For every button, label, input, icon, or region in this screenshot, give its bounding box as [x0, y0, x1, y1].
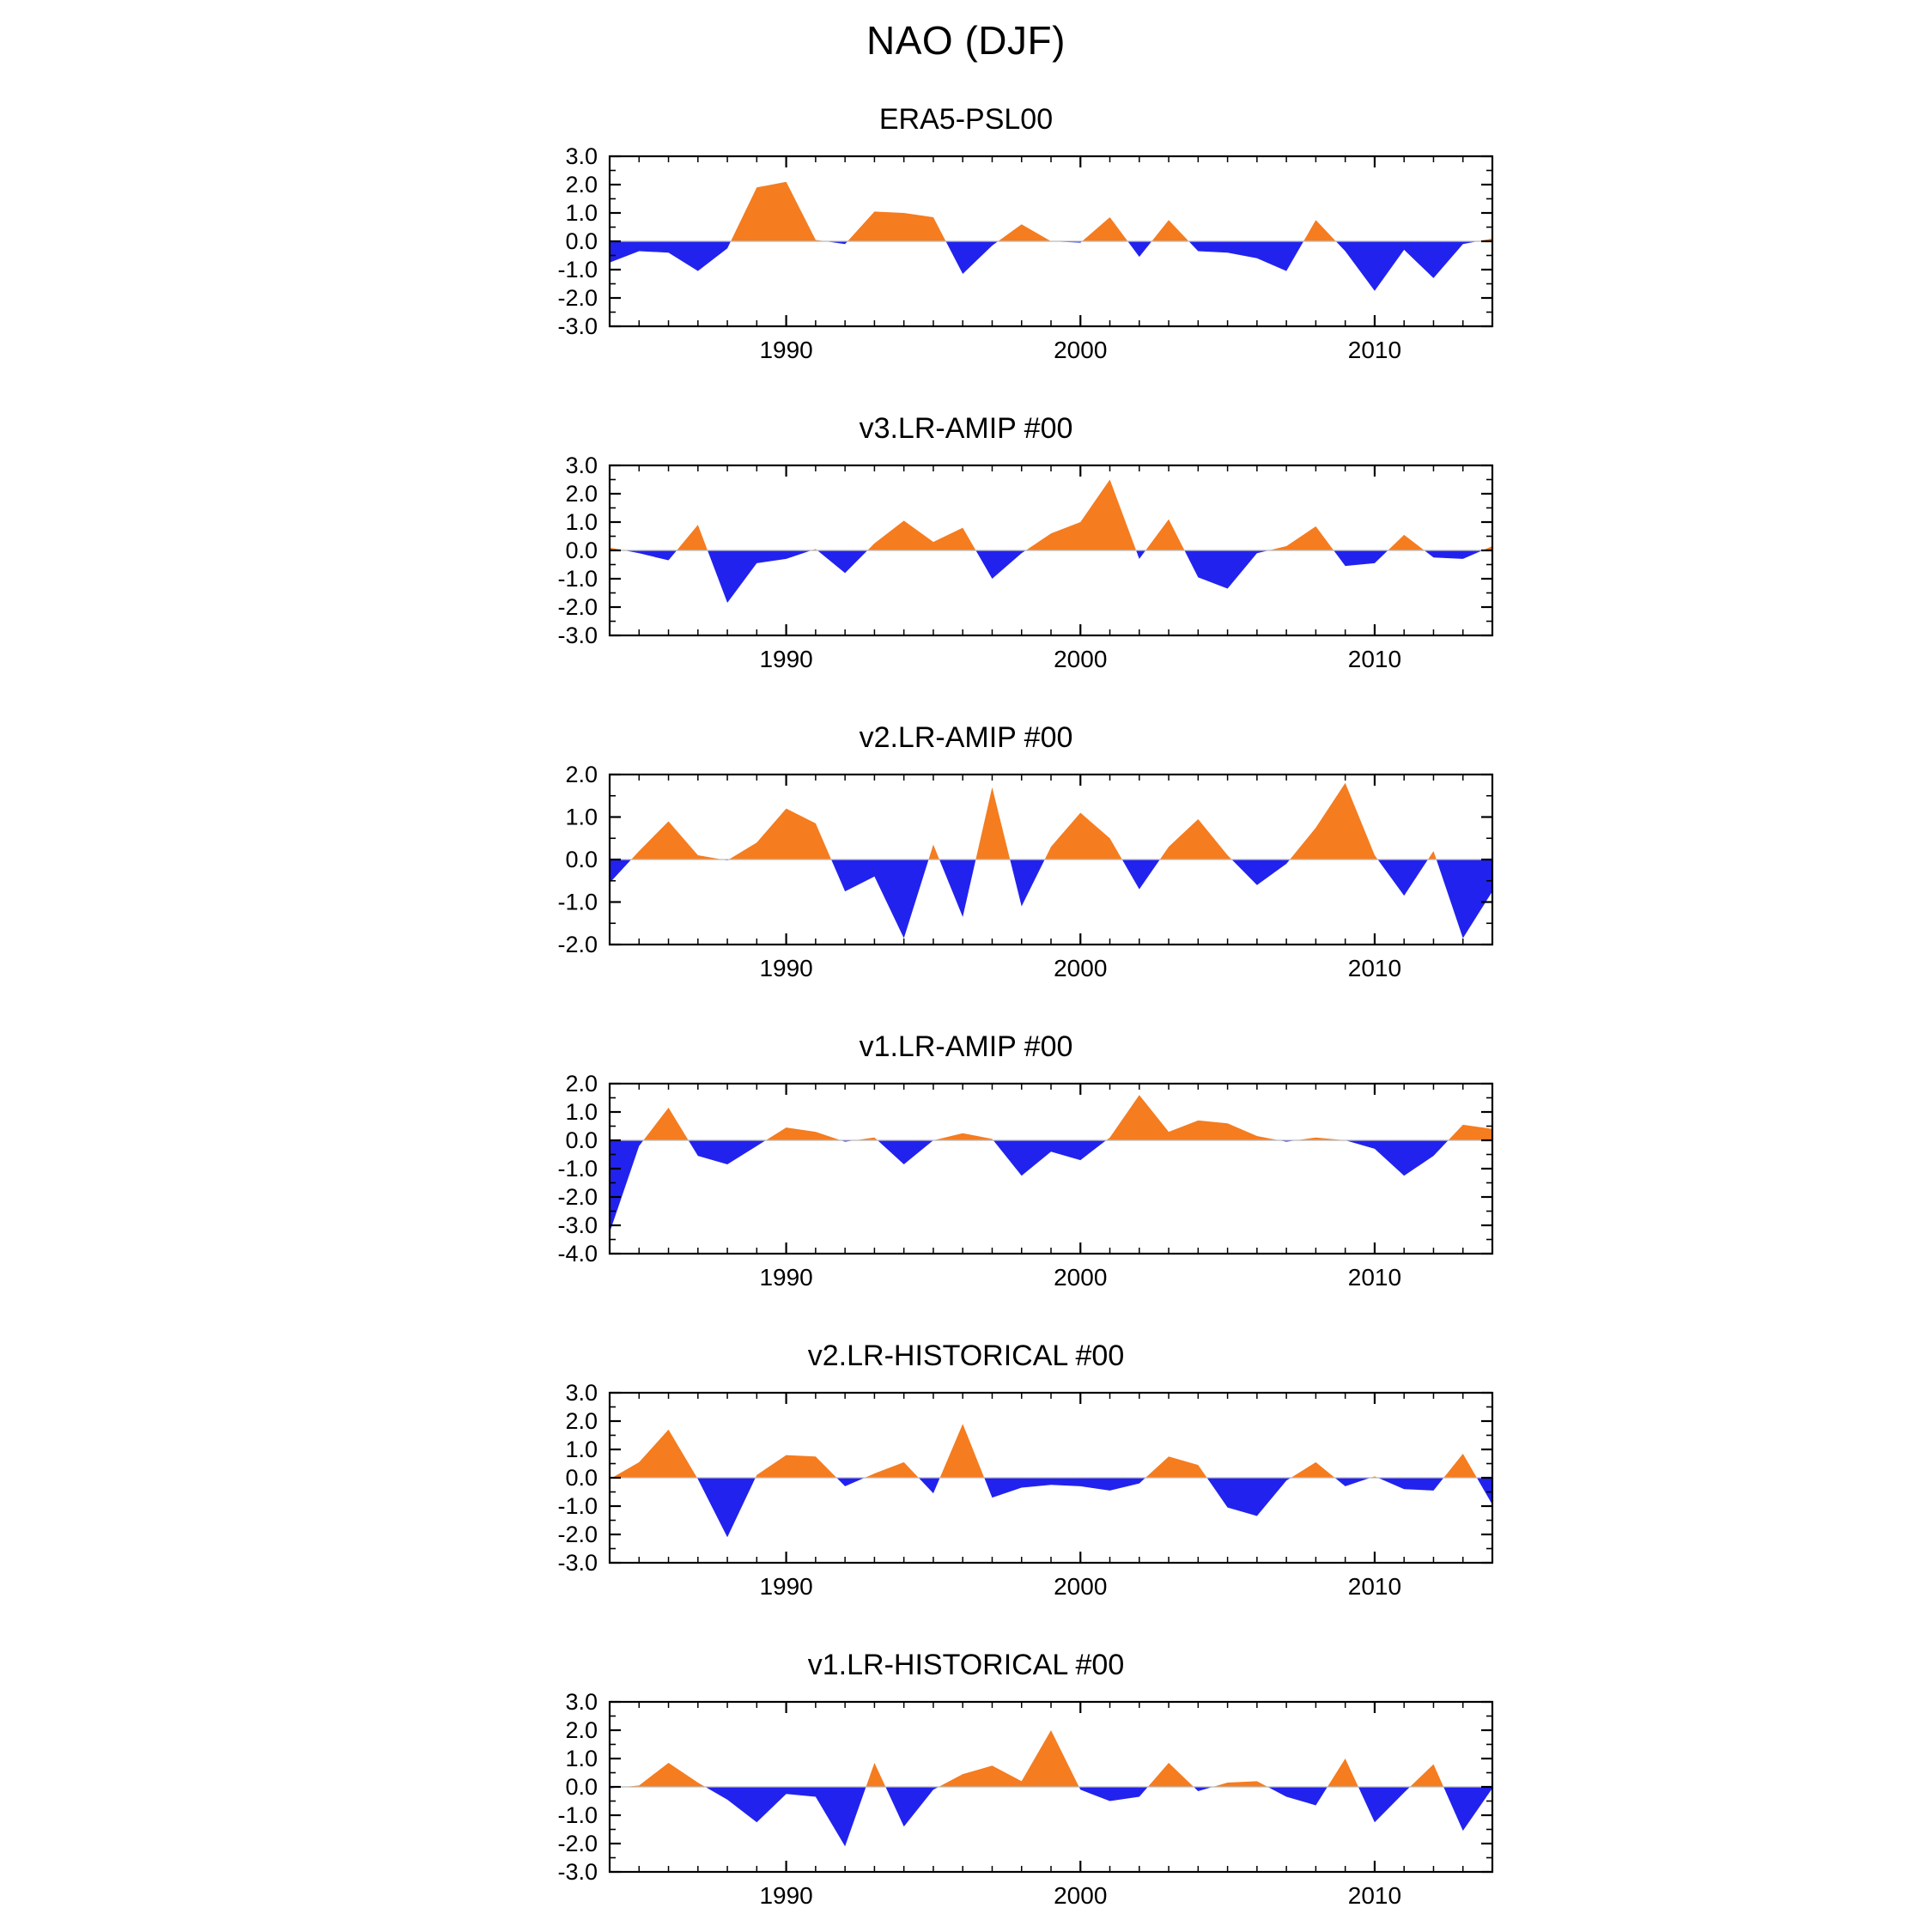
y-tick-label: -3.0	[557, 1550, 598, 1576]
y-tick-label: 2.0	[565, 1717, 598, 1743]
positive-area	[1327, 1759, 1358, 1787]
negative-area	[1443, 1787, 1492, 1831]
x-tick-label: 2000	[1054, 955, 1108, 977]
negative-area	[610, 860, 631, 883]
negative-area	[1358, 1787, 1410, 1822]
positive-area	[1410, 1765, 1443, 1787]
positive-area	[866, 1763, 886, 1787]
negative-area	[1346, 1140, 1449, 1176]
positive-area	[1212, 1781, 1267, 1787]
y-tick-label: -1.0	[557, 257, 598, 283]
y-tick-label: 3.0	[565, 1690, 598, 1715]
negative-area	[1136, 550, 1145, 559]
x-tick-label: 1990	[759, 646, 813, 668]
positive-area	[998, 224, 1051, 241]
y-tick-label: -1.0	[557, 566, 598, 592]
y-tick-label: -3.0	[557, 313, 598, 339]
x-tick-label: 1990	[759, 337, 813, 359]
x-tick-label: 1990	[759, 1264, 813, 1286]
positive-area	[677, 525, 708, 550]
plot-frame	[610, 1084, 1492, 1254]
y-tick-label: 1.0	[565, 1099, 598, 1125]
positive-area	[848, 211, 945, 241]
negative-area	[1378, 860, 1428, 896]
negative-area	[984, 1478, 1145, 1498]
negative-area	[1267, 1787, 1327, 1805]
negative-area	[1188, 241, 1303, 271]
y-tick-label: 1.0	[565, 804, 598, 830]
y-tick-label: -2.0	[557, 594, 598, 620]
positive-area	[975, 787, 1010, 860]
negative-area	[689, 1140, 766, 1164]
negative-area	[1122, 860, 1160, 890]
y-tick-label: -2.0	[557, 932, 598, 957]
chart-svg	[532, 1690, 1501, 1905]
negative-area	[1425, 550, 1483, 559]
positive-area	[939, 1730, 1078, 1787]
negative-area	[1010, 860, 1044, 906]
negative-area	[1079, 1787, 1148, 1801]
positive-area	[1269, 526, 1334, 550]
y-tick-label: 0.0	[565, 228, 598, 254]
panel-title: v1.LR-HISTORICAL #00	[807, 1649, 1125, 1681]
negative-area	[1378, 1478, 1444, 1491]
x-tick-label: 1990	[759, 1882, 813, 1905]
y-tick-label: -1.0	[557, 1156, 598, 1182]
y-tick-label: 3.0	[565, 1381, 598, 1406]
negative-area	[1127, 241, 1151, 257]
y-tick-label: 1.0	[565, 1746, 598, 1771]
positive-area	[612, 1430, 697, 1478]
y-tick-label: 0.0	[565, 538, 598, 563]
y-tick-label: 2.0	[565, 172, 598, 197]
negative-area	[831, 860, 928, 939]
negative-area	[836, 1478, 865, 1486]
chart-svg	[532, 762, 1501, 977]
panel-title: v2.LR-AMIP #00	[859, 721, 1073, 754]
negative-area	[1184, 550, 1268, 589]
x-tick-label: 2010	[1347, 1573, 1402, 1595]
x-tick-label: 2010	[1347, 337, 1402, 359]
positive-area	[624, 1763, 705, 1787]
y-tick-label: 0.0	[565, 1465, 598, 1491]
plot-area	[532, 1072, 1501, 1286]
positive-area	[1160, 819, 1232, 860]
plot-area	[532, 144, 1501, 359]
y-tick-label: 3.0	[565, 453, 598, 478]
y-tick-label: -4.0	[557, 1241, 598, 1267]
positive-area	[766, 1127, 841, 1140]
y-tick-label: -1.0	[557, 889, 598, 915]
positive-area	[933, 1133, 993, 1140]
positive-area	[1449, 1125, 1492, 1140]
negative-area	[1232, 860, 1291, 885]
positive-area	[1145, 519, 1184, 550]
positive-area	[1290, 783, 1377, 860]
y-tick-label: 2.0	[565, 762, 598, 787]
negative-area	[1334, 550, 1388, 566]
panel-title: v3.LR-AMIP #00	[859, 412, 1073, 445]
x-tick-label: 1990	[759, 955, 813, 977]
panel-title: v2.LR-HISTORICAL #00	[807, 1340, 1125, 1372]
x-tick-label: 1990	[759, 1573, 813, 1595]
negative-area	[1335, 1478, 1370, 1486]
negative-area	[975, 550, 1025, 579]
figure-title: NAO (DJF)	[866, 18, 1066, 63]
positive-area	[867, 520, 975, 550]
negative-area	[705, 1787, 866, 1846]
positive-area	[1428, 851, 1437, 860]
plot-area	[532, 453, 1501, 668]
chart-svg	[532, 144, 1501, 359]
panel-title: v1.LR-AMIP #00	[859, 1030, 1073, 1063]
negative-area	[1336, 241, 1478, 291]
positive-area	[1303, 220, 1336, 241]
negative-area	[1207, 1478, 1291, 1516]
x-tick-label: 2010	[1347, 1264, 1402, 1286]
negative-area	[697, 1478, 756, 1537]
x-tick-label: 2010	[1347, 955, 1402, 977]
negative-area	[1477, 1478, 1492, 1504]
negative-area	[946, 241, 999, 274]
y-tick-label: -2.0	[557, 1831, 598, 1856]
positive-area	[631, 821, 722, 860]
plot-area	[532, 762, 1501, 977]
negative-area	[1437, 860, 1492, 939]
plot-area	[532, 1381, 1501, 1595]
positive-area	[1148, 1763, 1194, 1787]
y-tick-label: 0.0	[565, 1774, 598, 1800]
positive-area	[643, 1108, 688, 1140]
y-tick-label: 2.0	[565, 1408, 598, 1434]
chart-svg	[532, 453, 1501, 668]
negative-area	[993, 1140, 1106, 1176]
negative-area	[878, 1140, 933, 1164]
y-tick-label: 2.0	[565, 1072, 598, 1097]
positive-area	[731, 182, 825, 241]
y-tick-label: 1.0	[565, 200, 598, 226]
positive-area	[1443, 1454, 1477, 1478]
negative-area	[610, 241, 731, 271]
plot-area	[532, 1690, 1501, 1905]
positive-area	[1082, 217, 1127, 241]
y-tick-label: -1.0	[557, 1493, 598, 1519]
negative-area	[885, 1787, 939, 1826]
negative-area	[817, 550, 867, 573]
y-tick-label: -3.0	[557, 1212, 598, 1238]
y-tick-label: 1.0	[565, 1437, 598, 1462]
x-tick-label: 2000	[1054, 1573, 1108, 1595]
chart-svg	[532, 1381, 1501, 1595]
positive-area	[1151, 220, 1188, 241]
y-tick-label: 3.0	[565, 144, 598, 169]
positive-area	[865, 1462, 919, 1478]
negative-area	[624, 550, 677, 561]
negative-area	[1194, 1787, 1212, 1791]
y-tick-label: -2.0	[557, 1184, 598, 1210]
panel-title: ERA5-PSL00	[878, 103, 1054, 136]
x-tick-label: 2000	[1054, 646, 1108, 668]
positive-area	[1045, 813, 1122, 860]
x-tick-label: 2000	[1054, 337, 1108, 359]
negative-area	[708, 550, 811, 603]
y-tick-label: -2.0	[557, 285, 598, 311]
positive-area	[940, 1424, 985, 1478]
chart-svg	[532, 1072, 1501, 1286]
y-tick-label: 0.0	[565, 1127, 598, 1153]
positive-area	[729, 809, 831, 860]
positive-area	[756, 1455, 837, 1478]
x-tick-label: 2000	[1054, 1264, 1108, 1286]
y-tick-label: 2.0	[565, 481, 598, 507]
positive-area	[1106, 1095, 1279, 1140]
positive-area	[1145, 1456, 1207, 1478]
negative-area	[919, 1478, 940, 1493]
x-tick-label: 2000	[1054, 1882, 1108, 1905]
y-tick-label: -3.0	[557, 1859, 598, 1885]
y-tick-label: 1.0	[565, 509, 598, 535]
positive-area	[1291, 1462, 1334, 1478]
x-tick-label: 2010	[1347, 646, 1402, 668]
x-tick-label: 2010	[1347, 1882, 1402, 1905]
y-tick-label: 0.0	[565, 847, 598, 872]
negative-area	[939, 860, 975, 917]
positive-area	[928, 845, 939, 860]
y-tick-label: -3.0	[557, 623, 598, 648]
positive-area	[1388, 535, 1424, 550]
y-tick-label: -2.0	[557, 1522, 598, 1547]
y-tick-label: -1.0	[557, 1802, 598, 1828]
positive-area	[1026, 480, 1137, 551]
